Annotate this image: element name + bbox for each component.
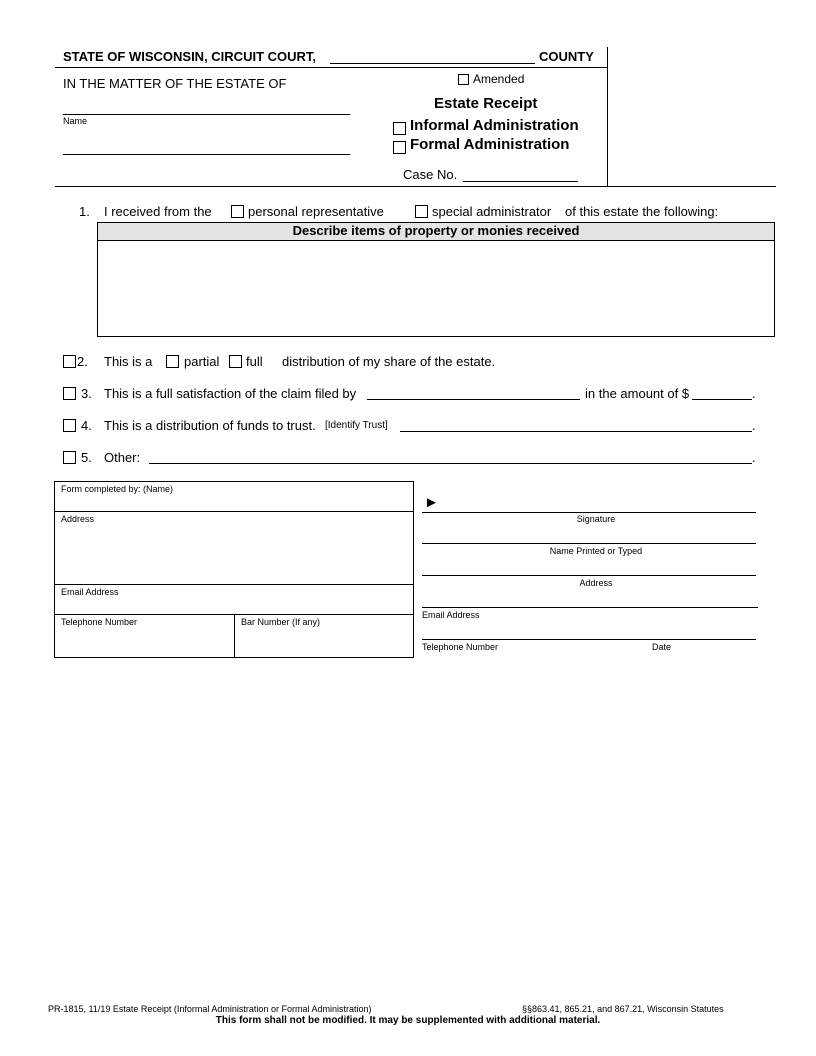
- formal-admin-label: Formal Administration: [410, 136, 570, 153]
- footer-form-id: PR-1815, 11/19 Estate Receipt (Informal Administration or Formal Administration): [48, 1004, 372, 1014]
- item3-number: 3.: [81, 386, 92, 401]
- property-table: [97, 222, 775, 337]
- item3-checkbox[interactable]: [63, 387, 76, 400]
- footer-statutes: §§863.41, 865.21, and 867.21, Wisconsin Statutes: [522, 1004, 724, 1014]
- email-line[interactable]: [422, 607, 758, 608]
- date-caption: Date: [652, 642, 672, 652]
- name-printed-caption: Name Printed or Typed: [549, 546, 643, 556]
- address-caption: Address: [579, 578, 613, 588]
- special-admin-checkbox[interactable]: [415, 205, 428, 218]
- county-name-field[interactable]: [330, 63, 535, 64]
- item3-text-b: in the amount of $: [585, 386, 690, 401]
- telephone-date-line[interactable]: [422, 639, 756, 640]
- case-no-field[interactable]: [463, 181, 578, 182]
- informal-admin-label: Informal Administration: [410, 117, 579, 134]
- amended-checkbox[interactable]: [458, 74, 469, 85]
- item2-text-a: This is a: [104, 354, 153, 369]
- item2-number: 2.: [77, 354, 88, 369]
- footer-notice: This form shall not be modified. It may be supplemented with additional material.: [215, 1015, 601, 1026]
- claimant-field[interactable]: [367, 399, 580, 400]
- signature-caption: Signature: [576, 514, 616, 524]
- form-title: Estate Receipt: [434, 95, 538, 112]
- header-right-border: [607, 47, 608, 186]
- informal-admin-checkbox[interactable]: [393, 122, 406, 135]
- full-label: full: [246, 354, 263, 369]
- case-no-label: Case No.: [403, 167, 458, 182]
- item5-number: 5.: [81, 450, 92, 465]
- trust-name-field[interactable]: [400, 431, 752, 432]
- preparer-divider-1: [54, 511, 414, 512]
- item5-period: .: [752, 450, 756, 465]
- state-court-label: STATE OF WISCONSIN, CIRCUIT COURT,: [63, 49, 317, 64]
- signature-line[interactable]: [422, 512, 756, 513]
- county-label: COUNTY: [539, 49, 594, 64]
- item1-text-a: I received from the: [104, 204, 212, 219]
- personal-rep-label: personal representative: [248, 204, 384, 219]
- special-admin-label: special administrator: [432, 204, 552, 219]
- item3-text-a: This is a full satisfaction of the claim filed by: [104, 386, 357, 401]
- preparer-email-field[interactable]: Email Address: [61, 587, 119, 597]
- identify-trust-hint: [Identify Trust]: [325, 420, 388, 431]
- partial-checkbox[interactable]: [166, 355, 179, 368]
- address-line[interactable]: [422, 575, 756, 576]
- decedent-name-field-2[interactable]: [63, 154, 350, 155]
- name-printed-line[interactable]: [422, 543, 756, 544]
- header-divider-bottom: [55, 186, 776, 187]
- telephone-caption: Telephone Number: [422, 642, 499, 652]
- property-table-body[interactable]: [98, 241, 774, 337]
- preparer-divider-vertical: [234, 614, 235, 658]
- item4-period: .: [752, 418, 756, 433]
- other-field[interactable]: [149, 463, 752, 464]
- decedent-name-field[interactable]: [63, 114, 350, 115]
- partial-label: partial: [184, 354, 220, 369]
- item1-number: 1.: [79, 204, 90, 219]
- item2-checkbox[interactable]: [63, 355, 76, 368]
- signature-arrow-icon: ►: [424, 494, 439, 511]
- property-table-header: Describe items of property or monies received: [98, 223, 774, 241]
- personal-rep-checkbox[interactable]: [231, 205, 244, 218]
- formal-admin-checkbox[interactable]: [393, 141, 406, 154]
- item4-number: 4.: [81, 418, 92, 433]
- item3-period: .: [752, 386, 756, 401]
- item4-text-a: This is a distribution of funds to trust.: [104, 418, 316, 433]
- item5-text-a: Other:: [104, 450, 141, 465]
- item4-checkbox[interactable]: [63, 419, 76, 432]
- name-caption: Name: [63, 116, 88, 126]
- preparer-telephone-field[interactable]: Telephone Number: [61, 617, 138, 627]
- amount-field[interactable]: [692, 399, 752, 400]
- item1-text-b: of this estate the following:: [565, 204, 719, 219]
- item2-text-b: distribution of my share of the estate.: [282, 354, 496, 369]
- full-checkbox[interactable]: [229, 355, 242, 368]
- estate-matter-label: IN THE MATTER OF THE ESTATE OF: [63, 76, 287, 91]
- item5-checkbox[interactable]: [63, 451, 76, 464]
- header-divider-top: [55, 67, 607, 68]
- bar-number-field[interactable]: Bar Number (If any): [241, 617, 321, 627]
- amended-label: Amended: [473, 72, 525, 86]
- preparer-address-field[interactable]: Address: [61, 514, 95, 524]
- email-caption: Email Address: [422, 610, 480, 620]
- preparer-divider-2: [54, 584, 414, 585]
- completed-by-field[interactable]: Form completed by: (Name): [61, 484, 174, 494]
